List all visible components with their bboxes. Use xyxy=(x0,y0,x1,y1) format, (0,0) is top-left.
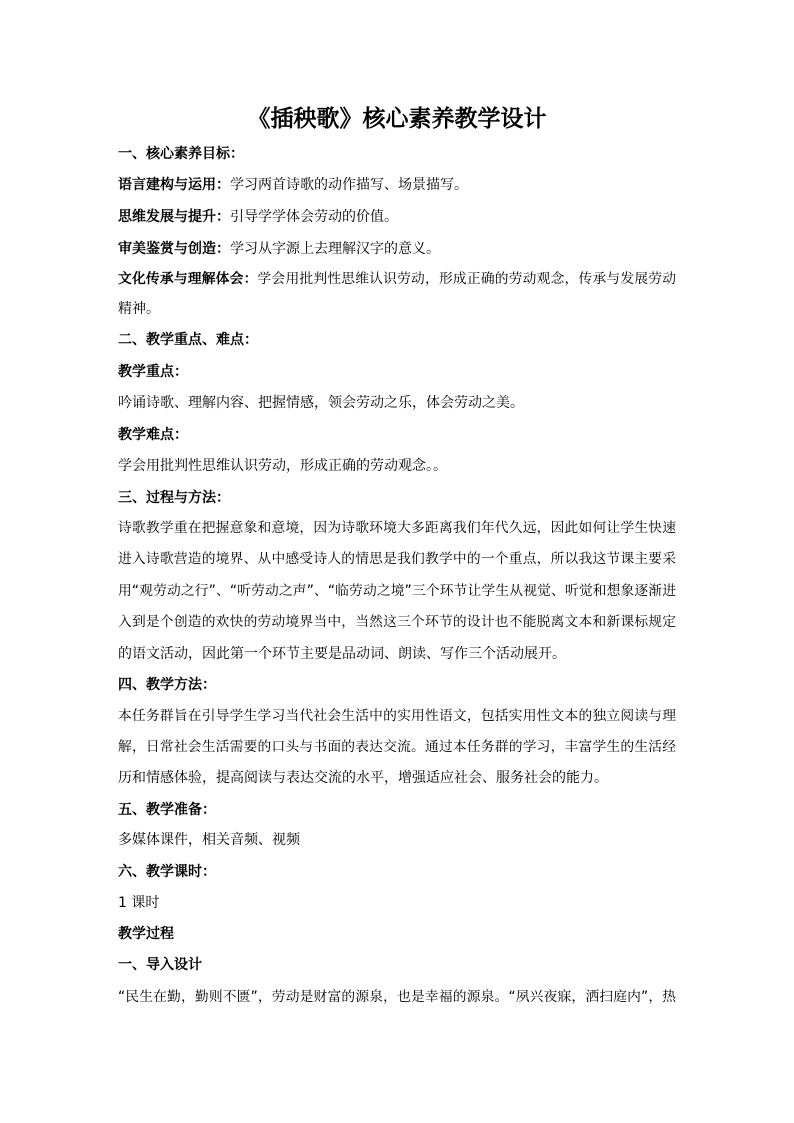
line-text: 吟诵诗歌、理解内容、把握情感，领会劳动之乐，体会劳动之美。 xyxy=(118,395,524,411)
heading-text: 五、教学准备： xyxy=(118,802,216,818)
section-heading-goals xyxy=(118,144,676,164)
paragraph-line xyxy=(118,612,676,632)
paragraph-line xyxy=(118,175,676,195)
line-text: 历和情感体验，提高阅读与表达交流的水平，增强适应社会、服务社会的能力。 xyxy=(118,770,608,786)
section-heading-methods xyxy=(118,675,676,695)
line-text: 解，日常社会生活需要的口头与书面的表达交流。通过本任务群的学习，丰富学生的生活经 xyxy=(118,739,676,755)
heading-text: 二、教学重点、难点： xyxy=(118,332,258,348)
line-text: 的语文活动，因此第一个环节主要是品动词、朗读、写作三个活动展开。 xyxy=(118,646,566,662)
heading-text: 三、过程与方法： xyxy=(118,490,230,506)
heading-text: 一、导入设计 xyxy=(118,957,202,973)
paragraph-line xyxy=(118,239,676,259)
line-text: 精神。 xyxy=(118,301,160,317)
paragraph-line xyxy=(118,393,676,413)
sub-heading-difficulty xyxy=(118,425,676,445)
line-text: 进入诗歌营造的境界、从中感受诗人的情思是我们教学中的一个重点，所以我这节课主要采 xyxy=(118,551,676,567)
paragraph-line xyxy=(118,830,676,850)
sub-heading-focus xyxy=(118,362,676,382)
paragraph-line xyxy=(118,299,676,319)
page-title: 《插秧歌》核心素养教学设计 xyxy=(247,106,547,132)
line-label: 语言建构与运用： xyxy=(118,177,230,193)
line-label: 思维发展与提升： xyxy=(118,209,230,225)
paragraph-line xyxy=(118,987,676,1007)
paragraph-line xyxy=(118,581,676,601)
paragraph-line xyxy=(118,893,676,913)
paragraph-line xyxy=(118,549,676,569)
paragraph-line xyxy=(118,207,676,227)
line-label: 审美鉴赏与创造： xyxy=(118,241,230,257)
line-text: 学会用批判性思维认识劳动，形成正确的劳动观念，传承与发展劳动 xyxy=(257,271,676,287)
paragraph-line xyxy=(118,456,676,476)
section-heading-hours xyxy=(118,862,676,882)
paragraph-line xyxy=(118,518,676,538)
heading-text: 教学难点： xyxy=(118,427,188,443)
heading-text: 一、核心素养目标： xyxy=(118,146,244,162)
line-text: 多媒体课件，相关音频、视频 xyxy=(118,832,300,848)
heading-text: 四、教学方法： xyxy=(118,677,216,693)
line-text: “民生在勤，勤则不匮”，劳动是财富的源泉，也是幸福的源泉。“夙兴夜寐，洒扫庭内”，热 xyxy=(118,989,676,1005)
section-heading-preparation xyxy=(118,800,676,820)
paragraph-line xyxy=(118,737,676,757)
heading-text: 六、教学课时： xyxy=(118,864,216,880)
line-text: 本任务群旨在引导学生学习当代社会生活中的实用性语文，包括实用性文本的独立阅读与理 xyxy=(118,708,676,724)
line-text: 引导学学体会劳动的价值。 xyxy=(230,209,398,225)
section-heading-process xyxy=(118,488,676,508)
section-heading-teaching-process xyxy=(118,924,676,944)
paragraph-line xyxy=(118,768,676,788)
paragraph-line xyxy=(118,269,676,289)
heading-text: 教学过程 xyxy=(118,926,174,942)
line-text: 学习从字源上去理解汉字的意义。 xyxy=(230,241,440,257)
paragraph-line xyxy=(118,706,676,726)
heading-text: 教学重点： xyxy=(118,364,188,380)
line-text: 诗歌教学重在把握意象和意境，因为诗歌环境大多距离我们年代久远，因此如何让学生快速 xyxy=(118,520,676,536)
paragraph-line xyxy=(118,644,676,664)
line-text: 学会用批判性思维认识劳动，形成正确的劳动观念。。 xyxy=(118,458,447,474)
line-text: 1 课时 xyxy=(118,895,160,911)
line-text: 入到是个创造的欢快的劳动境界当中，当然这三个环节的设计也不能脱离文本和新课标规定 xyxy=(118,614,676,630)
section-heading-intro xyxy=(118,955,676,975)
line-label: 文化传承与理解体会： xyxy=(118,271,258,287)
line-text: 用“观劳动之行”、“听劳动之声”、“临劳动之境”三个环节让学生从视觉、听觉和想象逐渐进 xyxy=(118,583,676,599)
section-heading-key-points xyxy=(118,330,676,350)
line-text: 学习两首诗歌的动作描写、场景描写。 xyxy=(230,177,468,193)
